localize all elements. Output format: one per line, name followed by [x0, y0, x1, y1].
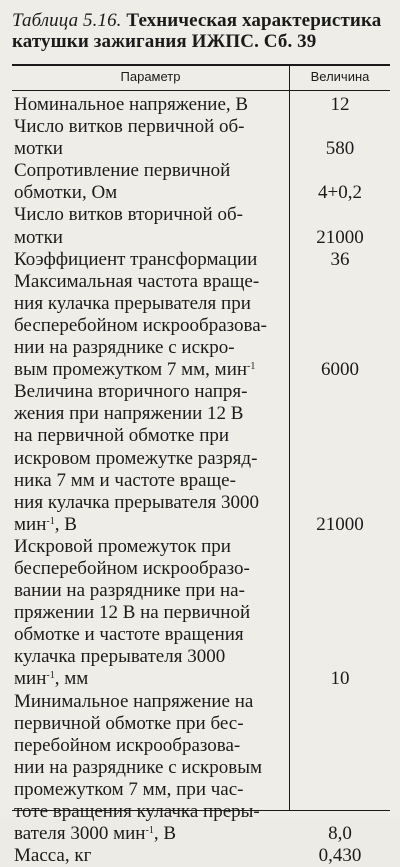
parameter-text: Число витков первичной об- мотки [14, 116, 245, 160]
unit-superscript: -1 [46, 670, 55, 682]
parameter-text: Масса, кг [14, 845, 92, 867]
unit-superscript: -1 [145, 825, 154, 837]
parameter-cell [12, 249, 284, 271]
parameter-cell [12, 160, 284, 204]
parameter-text: Искровой промежуток при бесперебойном искрообразо- вании на разряднике при на- пряжении 12 В на первичной обмотке и частоте вращения кулачка прерывателя 3000 мин [14, 535, 251, 690]
table-number: Таблица 5.16. [12, 10, 122, 31]
table-row [12, 691, 390, 846]
value-cell: 0,430 [318, 845, 362, 867]
table-row [12, 94, 390, 116]
table-row [12, 204, 390, 248]
table-bottom-rule [12, 810, 390, 811]
table-body [12, 94, 390, 867]
unit-suffix: , В [153, 823, 177, 845]
table-row [12, 536, 390, 691]
table-row [12, 271, 390, 381]
parameter-text: Величина вторичного напря- жения при напряжении 12 В на первичной обмотке при искровом промежутке разряд- ника 7 мм и частоте враще- ния кулачка прерывателя 3000 мин [14, 381, 260, 535]
parameter-cell [12, 381, 284, 536]
spec-table [12, 64, 390, 867]
value-cell: 10 [330, 668, 350, 690]
parameter-text: Сопротивление первичной обмотки, Ом [14, 160, 231, 204]
table-row [12, 845, 390, 867]
header-parameter: Параметр [120, 69, 181, 84]
value-cell: 4+0,2 [318, 182, 362, 204]
value-cell: 21000 [316, 513, 364, 535]
parameter-cell [12, 536, 284, 691]
parameter-text: Коэффициент трансформации [14, 248, 258, 270]
parameter-cell [12, 204, 284, 248]
value-cell: 6000 [321, 359, 359, 381]
value-cell: 580 [325, 138, 355, 160]
unit-suffix: , В [54, 513, 77, 535]
parameter-cell [12, 845, 284, 867]
unit-suffix: , мм [54, 668, 89, 690]
unit-superscript: -1 [247, 361, 256, 373]
value-cell: 8,0 [328, 823, 352, 845]
parameter-cell [12, 116, 284, 160]
table-row [12, 249, 390, 271]
unit-superscript: -1 [46, 515, 55, 527]
parameter-cell [12, 691, 284, 846]
table-row [12, 160, 390, 204]
parameter-text: Максимальная частота враще- ния кулачка прерывателя при бесперебойном искрообразова- нии на разряднике с искро- вым промежутком 7 мм, мин [14, 270, 268, 381]
table-row [12, 116, 390, 160]
parameter-text: Минимальное напряжение на первичной обмотке при бес- перебойном искрообразова- нии на разряднике с искровым промежутком 7 мм, при час- тоте вращения кулачка преры- вателя 3000 мин [14, 690, 263, 845]
table-row [12, 381, 390, 536]
parameter-text: Номинальное напряжение, В [14, 94, 249, 115]
value-cell: 21000 [316, 226, 364, 248]
value-cell: 36 [330, 248, 350, 270]
table-top-rule [12, 64, 390, 66]
header-value: Величина [310, 69, 370, 84]
parameter-cell [12, 271, 284, 381]
table-header-rule [12, 90, 390, 91]
value-cell: 12 [330, 94, 350, 115]
parameter-text: Число витков вторичной об- мотки [14, 204, 243, 248]
table-title: Техническая характеристика катушки зажигания ИЖПС. Сб. 39 [12, 10, 382, 52]
table-caption [12, 10, 390, 52]
parameter-cell [12, 94, 284, 116]
